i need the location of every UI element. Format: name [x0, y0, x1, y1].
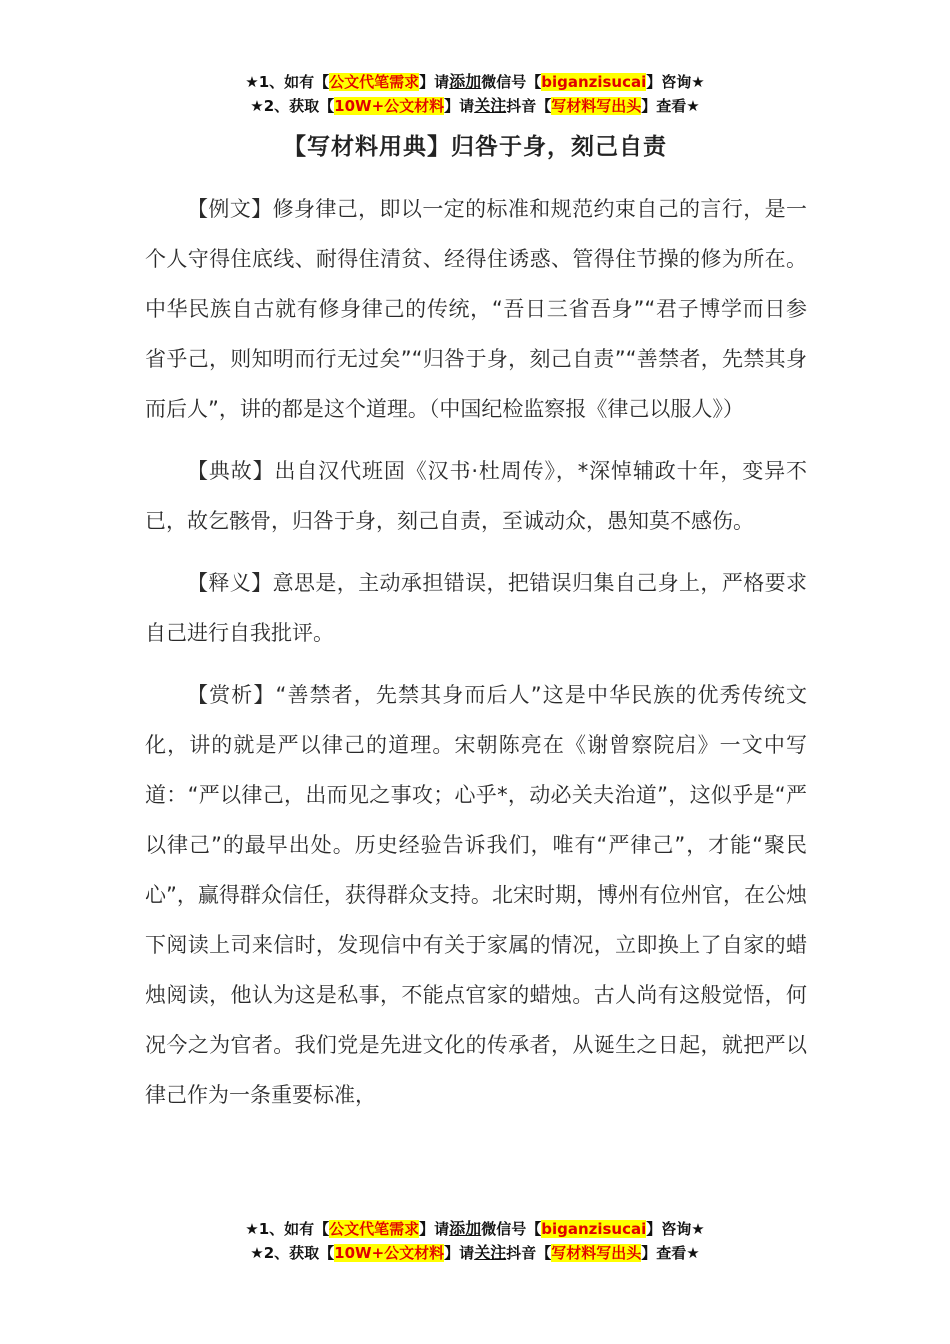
header-promo-banner	[0, 70, 950, 118]
highlight-service: 公文代笔需求	[329, 1220, 420, 1238]
star-icon: ★	[686, 97, 700, 115]
promo-text: 】请	[419, 1220, 450, 1238]
promo-text: 2、获取【	[263, 1244, 335, 1262]
emphasis-follow: 关注	[474, 1243, 507, 1262]
promo-line-1	[0, 70, 950, 94]
star-icon: ★	[250, 97, 264, 115]
promo-line-2	[0, 94, 950, 118]
promo-text: 微信号【	[481, 73, 542, 91]
highlight-service: 公文代笔需求	[329, 73, 420, 91]
promo-line-2	[0, 1241, 950, 1265]
promo-text: 抖音【	[506, 1244, 552, 1262]
emphasis-follow: 关注	[474, 96, 507, 115]
paragraph-meaning: 【释义】意思是，主动承担错误，把错误归集自己身上，严格要求自己进行自我批评。	[145, 571, 807, 645]
highlight-materials: 10W+公文材料	[334, 97, 445, 115]
promo-text: 】咨询	[646, 1220, 692, 1238]
promo-line-1	[0, 1217, 950, 1241]
promo-text: 1、如有【	[258, 73, 330, 91]
promo-text: 】请	[444, 1244, 475, 1262]
star-icon: ★	[245, 1220, 259, 1238]
promo-text: 】请	[444, 97, 475, 115]
paragraph-allusion: 【典故】出自汉代班固《汉书·杜周传》，*深悼辅政十年，变异不已，故乞骸骨，归咎于身，刻己自责，至诚动众，愚知莫不感伤。	[145, 459, 807, 533]
star-icon: ★	[686, 1244, 700, 1262]
paragraph-appreciation: 【赏析】“善禁者，先禁其身而后人”这是中华民族的优秀传统文化，讲的就是严以律己的道理。宋朝陈亮在《谢曾察院启》一文中写道：“严以律己，出而见之事攻；心乎*，动必关夫治道”，这似乎是“严以律己”的最早出处。历史经验告诉我们，唯有“严律己”，才能“聚民心”，赢得群众信任，获得群众支持。北宋时期，博州有位州官，在公烛下阅读上司来信时，发现信中有关于家属的情况，立即换上了自家的蜡烛阅读，他认为这是私事，不能点官家的蜡烛。古人尚有这般觉悟，何况今之为官者。我们党是先进文化的传承者，从诞生之日起，就把严以律己作为一条重要标准，	[145, 683, 807, 1107]
star-icon: ★	[691, 73, 705, 91]
promo-text: 】查看	[641, 1244, 687, 1262]
highlight-douyin-account: 写材料写出头	[551, 97, 642, 115]
promo-text: 抖音【	[506, 97, 552, 115]
promo-text: 2、获取【	[263, 97, 335, 115]
star-icon: ★	[250, 1244, 264, 1262]
highlight-douyin-account: 写材料写出头	[551, 1244, 642, 1262]
document-title: 【写材料用典】归咎于身，刻己自责	[283, 134, 667, 160]
promo-text: 1、如有【	[258, 1220, 330, 1238]
emphasis-add: 添加	[449, 72, 482, 91]
star-icon: ★	[691, 1220, 705, 1238]
promo-text: 】请	[419, 73, 450, 91]
star-icon: ★	[245, 73, 259, 91]
emphasis-add: 添加	[449, 1219, 482, 1238]
highlight-wechat-id: biganzisucai	[541, 1220, 647, 1238]
promo-text: 】查看	[641, 97, 687, 115]
promo-text: 】咨询	[646, 73, 692, 91]
paragraph-example: 【例文】修身律己，即以一定的标准和规范约束自己的言行，是一个人守得住底线、耐得住清贫、经得住诱惑、管得住节操的修为所在。中华民族自古就有修身律己的传统，“吾日三省吾身”“君子博学而日参省乎己，则知明而行无过矣”“归咎于身，刻己自责”“善禁者，先禁其身而后人”，讲的都是这个道理。（中国纪检监察报《律己以服人》）	[145, 197, 807, 421]
document-body	[145, 184, 807, 1132]
footer-promo-banner	[0, 1217, 950, 1265]
highlight-wechat-id: biganzisucai	[541, 73, 647, 91]
promo-text: 微信号【	[481, 1220, 542, 1238]
highlight-materials: 10W+公文材料	[334, 1244, 445, 1262]
